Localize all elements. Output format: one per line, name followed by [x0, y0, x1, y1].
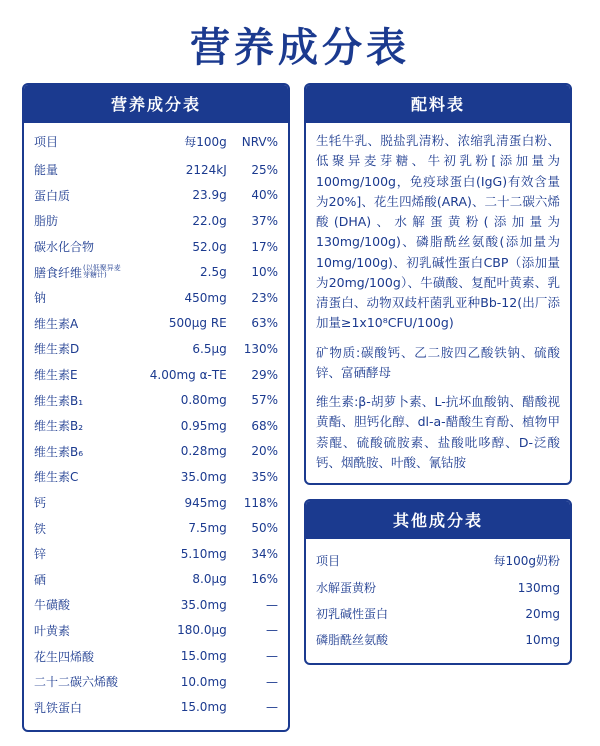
component-name: 初乳碱性蛋白 [316, 607, 389, 621]
nutrient-name: 钠 [34, 291, 47, 306]
nutrient-nrv: 37% [251, 213, 278, 228]
nutrient-value: 8.0μg [192, 572, 227, 587]
component-value: 10mg [525, 632, 560, 647]
right-column [304, 83, 572, 665]
table-row [34, 259, 278, 285]
table-row [34, 387, 278, 413]
table-header-row [316, 547, 560, 575]
nutrient-nrv: 40% [251, 188, 278, 203]
nutrient-nrv: — [266, 597, 278, 612]
column-header-per100g-powder: 每100g奶粉 [493, 553, 560, 568]
nutrient-value: 15.0mg [180, 700, 227, 715]
nutrient-nrv: — [266, 700, 278, 715]
nutrient-value: 4.00mg α-TE [149, 367, 227, 382]
nutrient-value: 2124kJ [185, 162, 227, 177]
other-components-table [316, 547, 560, 653]
table-row [34, 464, 278, 490]
nutrient-nrv: 130% [243, 341, 278, 356]
table-row [34, 157, 278, 183]
nutrient-value: 945mg [184, 495, 227, 510]
column-header-item: 项目 [316, 553, 341, 568]
nutrient-name: 二十二碳六烯酸 [34, 675, 119, 690]
nutrient-name: 维生素D [34, 342, 80, 357]
table-row [34, 515, 278, 541]
ingredients-paragraph-main: 生牦牛乳、脱盐乳清粉、浓缩乳清蛋白粉、低聚异麦芽糖、牛初乳粉[添加量为100mg/100g，免疫球蛋白(IgG)有效含量为20%]、花生四烯酸(ARA)、二十二碳六烯酸(DHA)、水解蛋黄粉(添加量为130mg/100g)、磷脂酰丝氨酸(添加量为10mg/100g)、初乳碱性蛋白CBP（添加量为20mg/100g）、牛磺酸、复配叶黄素、乳清蛋白、动物双歧杆菌乳亚种Bb-12(出厂添加量≥1x10⁸CFU/100g) [316, 133, 560, 331]
nutrient-name: 维生素A [34, 316, 79, 331]
nutrient-value: 5.10mg [180, 546, 227, 561]
nutrient-nrv: 17% [251, 239, 278, 254]
nutrient-name: 维生素C [34, 470, 79, 485]
nutrient-note: (以低聚异麦芽糖计) [83, 263, 121, 280]
table-row [316, 575, 560, 601]
nutrient-nrv: — [266, 623, 278, 638]
table-header-row [34, 131, 278, 157]
column-header-item: 项目 [34, 135, 59, 149]
nutrient-name: 牛磺酸 [34, 598, 71, 613]
component-name: 水解蛋黄粉 [316, 581, 377, 595]
nutrient-name: 硒 [34, 572, 47, 587]
component-value: 20mg [525, 606, 560, 621]
nutrient-value: 35.0mg [180, 469, 227, 484]
nutrient-value: 6.5μg [192, 341, 227, 356]
nutrient-nrv: 57% [251, 393, 278, 408]
left-column [22, 83, 290, 732]
nutrient-name: 能量 [34, 163, 59, 178]
content-columns [0, 83, 600, 732]
component-value: 130mg [517, 580, 560, 595]
nutrient-nrv: 34% [251, 546, 278, 561]
table-row [34, 234, 278, 260]
nutrient-value: 7.5mg [188, 521, 227, 536]
table-row [34, 618, 278, 644]
ingredients-panel-body [306, 123, 570, 483]
table-row [34, 183, 278, 209]
table-row [34, 285, 278, 311]
nutrient-value: 180.0μg [177, 623, 227, 638]
page-title: 营养成分表 [190, 25, 410, 71]
nutrient-value: 35.0mg [180, 597, 227, 612]
nutrient-nrv: 68% [251, 418, 278, 433]
other-components-panel-body [306, 539, 570, 663]
nutrient-value: 0.80mg [180, 393, 227, 408]
nutrient-value: 52.0g [192, 239, 227, 254]
nutrient-value: 15.0mg [180, 649, 227, 664]
table-row [34, 439, 278, 465]
nutrient-name: 花生四烯酸 [34, 649, 95, 664]
nutrient-nrv: 16% [251, 572, 278, 587]
table-row [34, 208, 278, 234]
table-row [34, 669, 278, 695]
column-header-nrv: NRV% [241, 134, 278, 149]
nutrient-value: 0.95mg [180, 418, 227, 433]
nutrition-panel-header: 营养成分表 [24, 85, 288, 123]
nutrient-name: 锌 [34, 547, 47, 562]
nutrient-nrv: 35% [251, 469, 278, 484]
column-header-per100g: 每100g [184, 135, 227, 149]
nutrient-value: 22.0g [192, 213, 227, 228]
nutrient-value: 2.5g [200, 265, 227, 280]
nutrient-nrv: — [266, 649, 278, 664]
ingredients-panel [304, 83, 572, 485]
nutrient-name: 碳水化合物 [34, 240, 95, 255]
nutrient-value: 0.28mg [180, 444, 227, 459]
other-components-panel [304, 499, 572, 665]
table-row [34, 694, 278, 720]
other-components-panel-header: 其他成分表 [306, 501, 570, 539]
nutrition-table-body [34, 131, 278, 720]
nutrition-panel-body [24, 123, 288, 730]
nutrient-nrv: 63% [251, 316, 278, 331]
nutrient-value: 10.0mg [180, 674, 227, 689]
table-row [34, 413, 278, 439]
nutrient-name: 维生素E [34, 368, 78, 383]
ingredients-paragraph-vitamins: 维生素:β-胡萝卜素、L-抗坏血酸钠、醋酸视黄酯、胆钙化醇、dl-a-醋酸生育酚、植物甲萘醌、硫酸硫胺素、盐酸吡哆醇、D-泛酸钙、烟酰胺、叶酸、氰钴胺 [316, 394, 560, 470]
table-row [34, 362, 278, 388]
ingredients-paragraph-minerals: 矿物质:碳酸钙、乙二胺四乙酸铁钠、硫酸锌、富硒酵母 [316, 344, 560, 380]
nutrient-name: 钙 [34, 496, 47, 511]
ingredients-panel-header: 配料表 [306, 85, 570, 123]
nutrition-table [34, 131, 278, 720]
nutrient-nrv: 23% [251, 290, 278, 305]
other-components-table-body [316, 547, 560, 653]
nutrient-nrv: 10% [251, 265, 278, 280]
table-row [34, 592, 278, 618]
nutrient-nrv: 25% [251, 162, 278, 177]
table-row [34, 541, 278, 567]
nutrient-name: 维生素B₆ [34, 444, 84, 459]
nutrient-nrv: — [266, 674, 278, 689]
nutrient-name: 叶黄素 [34, 623, 71, 638]
nutrient-nrv: 50% [251, 521, 278, 536]
table-row [316, 627, 560, 653]
nutrient-value: 23.9g [192, 188, 227, 203]
nutrient-name: 维生素B₂ [34, 419, 84, 434]
nutrient-name: 脂肪 [34, 214, 59, 229]
nutrition-panel [22, 83, 290, 732]
nutrient-name: 铁 [34, 521, 47, 536]
nutrient-name: 维生素B₁ [34, 393, 84, 408]
table-row [316, 601, 560, 627]
nutrient-value: 500μg RE [168, 316, 227, 331]
nutrient-value: 450mg [184, 290, 227, 305]
table-row [34, 643, 278, 669]
nutrient-name-with-note [34, 259, 141, 285]
nutrient-name: 乳铁蛋白 [34, 700, 83, 715]
nutrient-nrv: 118% [243, 495, 278, 510]
table-row [34, 490, 278, 516]
table-row [34, 336, 278, 362]
table-row [34, 567, 278, 593]
nutrient-name: 蛋白质 [34, 188, 71, 203]
nutrient-name: 膳食纤维 [34, 265, 83, 280]
table-row [34, 311, 278, 337]
nutrient-nrv: 20% [251, 444, 278, 459]
component-name: 磷脂酰丝氨酸 [316, 633, 389, 647]
nutrient-nrv: 29% [251, 367, 278, 382]
